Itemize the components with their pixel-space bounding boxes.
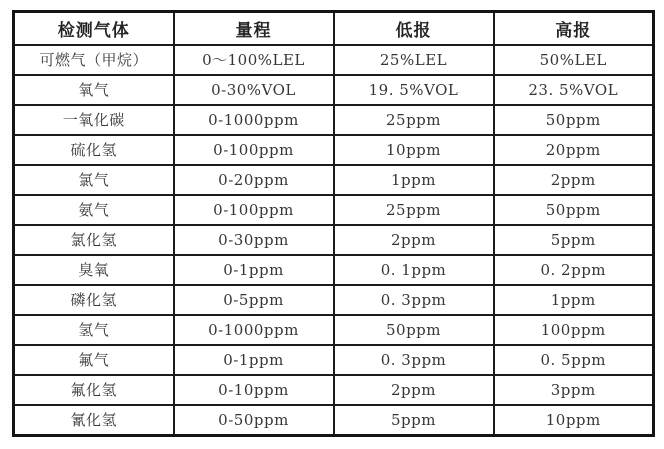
range-cell: 0-20ppm	[174, 165, 334, 195]
range-cell: 0-30ppm	[174, 225, 334, 255]
high-alarm-cell: 3ppm	[494, 375, 654, 405]
range-cell: 0-30%VOL	[174, 75, 334, 105]
range-cell: 0～100%LEL	[174, 45, 334, 75]
table-row	[14, 75, 654, 105]
gas-name-cell: 氟化氢	[14, 375, 174, 405]
column-header-low-alarm: 低报	[334, 12, 494, 45]
high-alarm-cell: 20ppm	[494, 135, 654, 165]
high-alarm-cell: 23. 5%VOL	[494, 75, 654, 105]
gas-alarm-table	[12, 10, 655, 437]
low-alarm-cell: 50ppm	[334, 315, 494, 345]
table-row	[14, 225, 654, 255]
gas-name-cell: 氨气	[14, 195, 174, 225]
high-alarm-cell: 100ppm	[494, 315, 654, 345]
table-row	[14, 405, 654, 436]
range-cell: 0-1000ppm	[174, 105, 334, 135]
low-alarm-cell: 1ppm	[334, 165, 494, 195]
range-cell: 0-1ppm	[174, 345, 334, 375]
range-cell: 0-5ppm	[174, 285, 334, 315]
gas-name-cell: 一氧化碳	[14, 105, 174, 135]
range-cell: 0-1ppm	[174, 255, 334, 285]
high-alarm-cell: 50ppm	[494, 105, 654, 135]
high-alarm-cell: 0. 2ppm	[494, 255, 654, 285]
low-alarm-cell: 2ppm	[334, 225, 494, 255]
range-cell: 0-10ppm	[174, 375, 334, 405]
gas-name-cell: 可燃气（甲烷）	[14, 45, 174, 75]
high-alarm-cell: 2ppm	[494, 165, 654, 195]
table-row	[14, 255, 654, 285]
gas-name-cell: 氧气	[14, 75, 174, 105]
gas-name-cell: 氯气	[14, 165, 174, 195]
table-row	[14, 45, 654, 75]
range-cell: 0-1000ppm	[174, 315, 334, 345]
low-alarm-cell: 25ppm	[334, 195, 494, 225]
range-cell: 0-100ppm	[174, 195, 334, 225]
gas-name-cell: 硫化氢	[14, 135, 174, 165]
table-row	[14, 375, 654, 405]
table-row	[14, 135, 654, 165]
gas-name-cell: 氟气	[14, 345, 174, 375]
gas-name-cell: 氢气	[14, 315, 174, 345]
header-row	[14, 12, 654, 45]
low-alarm-cell: 25ppm	[334, 105, 494, 135]
table-row	[14, 195, 654, 225]
gas-name-cell: 氰化氢	[14, 405, 174, 436]
column-header-gas: 检测气体	[14, 12, 174, 45]
table-header	[14, 12, 654, 45]
range-cell: 0-50ppm	[174, 405, 334, 436]
column-header-range: 量程	[174, 12, 334, 45]
low-alarm-cell: 2ppm	[334, 375, 494, 405]
column-header-high-alarm: 高报	[494, 12, 654, 45]
table-row	[14, 165, 654, 195]
high-alarm-cell: 0. 5ppm	[494, 345, 654, 375]
high-alarm-cell: 1ppm	[494, 285, 654, 315]
high-alarm-cell: 50%LEL	[494, 45, 654, 75]
table-row	[14, 315, 654, 345]
gas-name-cell: 氯化氢	[14, 225, 174, 255]
low-alarm-cell: 25%LEL	[334, 45, 494, 75]
range-cell: 0-100ppm	[174, 135, 334, 165]
low-alarm-cell: 0. 3ppm	[334, 345, 494, 375]
high-alarm-cell: 10ppm	[494, 405, 654, 436]
table-body	[14, 45, 654, 436]
low-alarm-cell: 0. 3ppm	[334, 285, 494, 315]
low-alarm-cell: 5ppm	[334, 405, 494, 436]
high-alarm-cell: 50ppm	[494, 195, 654, 225]
low-alarm-cell: 10ppm	[334, 135, 494, 165]
table-row	[14, 105, 654, 135]
table-row	[14, 285, 654, 315]
table-row	[14, 345, 654, 375]
gas-name-cell: 磷化氢	[14, 285, 174, 315]
gas-name-cell: 臭氧	[14, 255, 174, 285]
high-alarm-cell: 5ppm	[494, 225, 654, 255]
low-alarm-cell: 0. 1ppm	[334, 255, 494, 285]
low-alarm-cell: 19. 5%VOL	[334, 75, 494, 105]
